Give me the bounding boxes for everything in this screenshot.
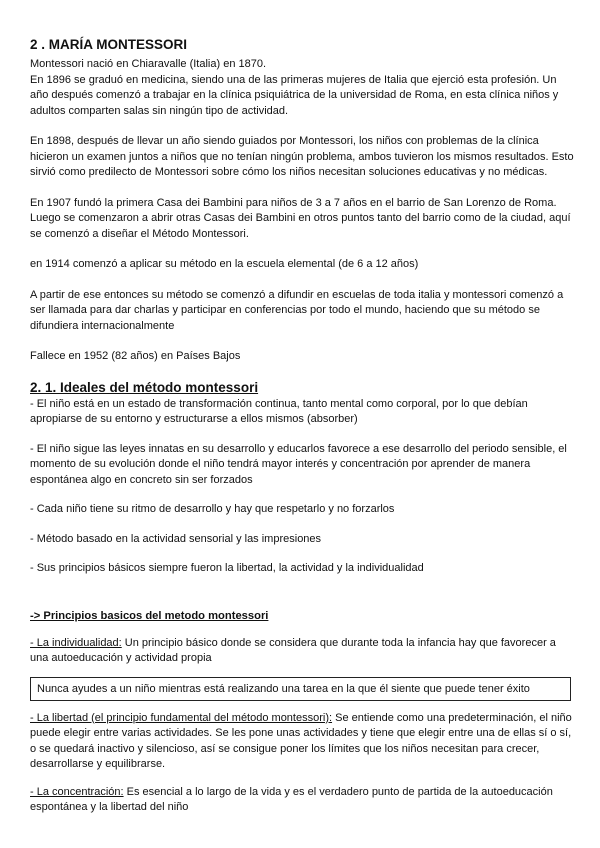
ideal-item-5: - Sus principios básicos siempre fueron la libertad, la actividad y la individualidad: [30, 562, 424, 574]
quote-box: Nunca ayudes a un niño mientras está realizando una tarea en la que él siente que puede tener éxito: [30, 677, 571, 701]
principio-individualidad: [30, 636, 575, 667]
ideal-item-3: - Cada niño tiene su ritmo de desarrollo y hay que respetarlo y no forzarlos: [30, 503, 395, 515]
section-heading-ideales: 2. 1. Ideales del método montessori: [30, 379, 259, 395]
page-title: 2 . MARÍA MONTESSORI: [30, 37, 188, 52]
bio-paragraph-2: En 1898, después de llevar un año siendo guiados por Montessori, los niños con problemas de la clínica hicieron un examen juntos a niños que no tenían ningún problema, ambos tuvieron los mismos resultados. Esto sirvió como predilecto de Montessori sobre cómo los niños necesitan soluciones educativas y no médicas.: [30, 135, 574, 178]
ideal-item-1: - El niño está en un estado de transformación continua, tanto mental como corporal, por lo que debían apropiarse de su entorno y estructurarse a ellos mismos (absorber): [30, 397, 528, 425]
ideal-item-2: - El niño sigue las leyes innatas en su desarrollo y educarlos favorece a ese desarrollo del periodo sensible, el momento de su evolución donde el niño tendrá mayor interés y concentración por aprender de manera espontánea algo en concreto sin ser forzados: [30, 442, 567, 486]
ideal-item-4: - Método basado en la actividad sensorial y las impresiones: [30, 532, 322, 545]
libertad-text: Se entiende como una predeterminación, el niño puede elegir entre varias actividades. Se les pone unas actividades y tiene que elegir entre una de ellas sí o sí, o se quedará inactivo y silencioso, así se consigue poner los límites que los niños necesitan para crecer, desarrollarse y equilibrarse.: [30, 711, 572, 770]
concentracion-label: - La concentración:: [30, 785, 124, 798]
bio-paragraph-1b: En 1896 se graduó en medicina, siendo una de las primeras mujeres de Italia que ejerció esta profesión. Un año después comenzó a trabajar en la clínica psiquiátrica de la universidad de Roma, en esta clínica niños y adultos comparten salas sin ningún tipo de actividad.: [30, 73, 559, 117]
principios-heading: -> Principios basicos del metodo montessori: [30, 609, 269, 622]
principio-libertad: [30, 711, 575, 773]
bio-paragraph-6: Fallece en 1952 (82 años) en Países Bajos: [30, 350, 241, 362]
individualidad-text: Un principio básico donde se considera que durante toda la infancia hay que favorecer a una autoeducación y actividad propia: [30, 636, 556, 664]
bio-paragraph-3: En 1907 fundó la primera Casa dei Bambini para niños de 3 a 7 años en el barrio de San Lorenzo de Roma. Luego se comenzaron a abrir otras Casas dei Bambini en otros puntos tanto del barrio como de la ciudad, aquí se comenzó a diseñar el Método Montessori.: [30, 196, 571, 240]
bio-paragraph-5: A partir de ese entonces su método se comenzó a difundir en escuelas de toda italia y montessori comenzó a ser llamada para dar charlas y participar en conferencias por todo el mundo, haciendo que su método se difundiera internacionalmente: [30, 288, 564, 332]
bio-paragraph-4: en 1914 comenzó a aplicar su método en la escuela elemental (de 6 a 12 años): [30, 258, 419, 270]
concentracion-text: Es esencial a lo largo de la vida y es el verdadero punto de partida de la autoeducación espontánea y la libertad del niño: [30, 785, 553, 813]
libertad-label: - La libertad (el principio fundamental del método montessori):: [30, 711, 333, 724]
document-page: [30, 37, 575, 816]
individualidad-label: - La individualidad:: [30, 636, 122, 649]
principio-concentracion: [30, 785, 575, 816]
bio-paragraph-1a: Montessori nació en Chiaravalle (Italia) en 1870.: [30, 58, 267, 70]
